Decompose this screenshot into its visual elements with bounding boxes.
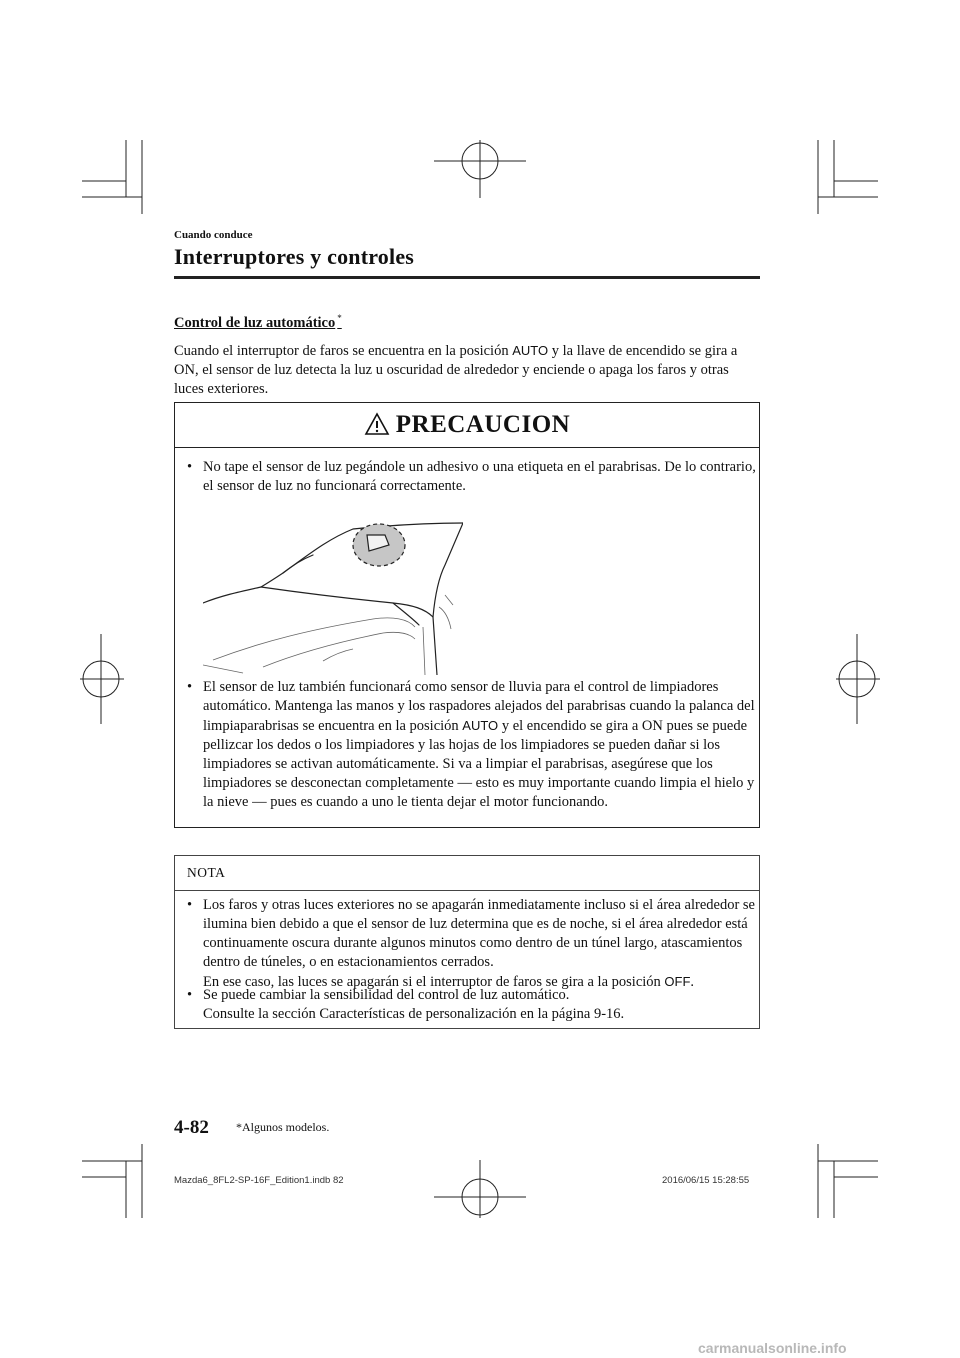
note-title: NOTA bbox=[187, 865, 226, 880]
title-rule bbox=[174, 276, 760, 279]
intro-paragraph bbox=[174, 341, 760, 399]
print-timestamp: 2016/06/15 15:28:55 bbox=[662, 1175, 750, 1186]
note-bullet bbox=[187, 896, 763, 992]
intro-text-2: y la llave de encendido se gira a ON, el sensor de luz detecta la luz u oscuridad de alrededor y enciende o apaga los faros y otras luces exteriores. bbox=[174, 343, 738, 397]
subheading bbox=[174, 313, 342, 332]
caution-title: PRECAUCION bbox=[395, 411, 571, 438]
intro-text-1: Cuando el interruptor de faros se encuentra en la posición bbox=[174, 343, 513, 359]
note-bullet-text: Los faros y otras luces exteriores no se apagarán inmediatamente incluso si el área alrededor se ilumina bien debido a que el sensor de luz determina que es de noche, si el área alrededor está continuamente oscura durante algunos minutos como dentro de un túnel largo, atascamientos dentro de túneles, o en estacionamientos cerrados. bbox=[203, 897, 755, 970]
some-models-mark: * bbox=[337, 313, 342, 323]
caution-header bbox=[175, 403, 759, 448]
switch-auto-label: AUTO bbox=[512, 343, 549, 358]
switch-auto-label: AUTO bbox=[462, 718, 499, 733]
footnote: *Algunos modelos. bbox=[236, 1120, 330, 1134]
section-label: Cuando conduce bbox=[174, 229, 253, 241]
caution-bullet bbox=[187, 678, 763, 812]
print-file-info: Mazda6_8FL2-SP-16F_Edition1.indb 82 bbox=[174, 1175, 344, 1186]
bullet-dot: • bbox=[187, 987, 193, 1003]
note-bullet-text: En ese caso, las luces se apagarán si el interruptor de faros se gira a la posición bbox=[203, 974, 665, 990]
bullet-dot: • bbox=[187, 459, 193, 475]
note-bullet-text: Se puede cambiar la sensibilidad del control de luz automático. bbox=[203, 987, 570, 1003]
caution-bullet-text: No tape el sensor de luz pegándole un adhesivo o una etiqueta en el parabrisas. De lo contrario, el sensor de luz no funcionará correctamente. bbox=[203, 459, 756, 494]
watermark: carmanualsonline.info bbox=[698, 1340, 847, 1356]
page-title: Interruptores y controles bbox=[174, 244, 415, 269]
note-header bbox=[175, 856, 759, 891]
warning-triangle-icon bbox=[364, 412, 390, 436]
note-bullet bbox=[187, 986, 763, 1024]
page-number: 4-82 bbox=[174, 1117, 209, 1138]
caution-bullet-text: y el encendido se gira a ON pues se puede pellizcar los dedos o los limpiadores y las hojas de los limpiadores se pueden dañar si los limpiadores se activan automáticamente. Si va a limpiar el parabrisas, asegúrese que los limpiadores se desconectan completamente — esto es muy importante cuando limpia el hielo y la nieve — pues es cuando a uno le tienta dejar el motor funcionando. bbox=[203, 718, 755, 810]
note-bullet-text: . bbox=[690, 974, 695, 990]
bullet-dot: • bbox=[187, 679, 193, 695]
windshield-light-sensor-illustration bbox=[203, 515, 463, 675]
bullet-dot: • bbox=[187, 897, 193, 913]
note-box bbox=[174, 855, 760, 1029]
caution-box bbox=[174, 402, 760, 828]
switch-off-label: OFF bbox=[664, 974, 691, 989]
page-reference-text: Consulte la sección Características de personalización en la página 9-16. bbox=[203, 1006, 625, 1022]
caution-bullet bbox=[187, 458, 763, 496]
caution-bullet-text: El sensor de luz también funcionará como sensor de lluvia para el control de limpiadores automático. Mantenga las manos y los raspadores alejados del parabrisas cuando la palanca del limpiaparabrisas se encuentra en la posición bbox=[203, 679, 755, 734]
subheading-text: Control de luz automático bbox=[174, 314, 336, 331]
